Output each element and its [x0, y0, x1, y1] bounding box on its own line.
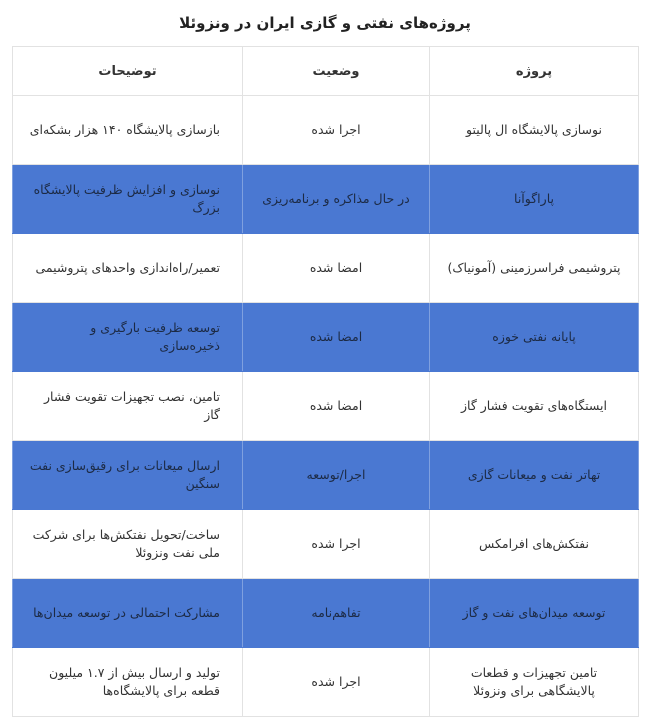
- header-row: [13, 47, 639, 96]
- cell-status: امضا شده: [243, 372, 430, 441]
- table-row: [13, 441, 639, 510]
- header-project: پروژه: [430, 47, 639, 96]
- cell-status: اجرا شده: [243, 96, 430, 165]
- cell-project: نفتکش‌های افرامکس: [430, 510, 639, 579]
- cell-project: پاراگوآنا: [430, 165, 639, 234]
- projects-table: [12, 46, 639, 717]
- cell-status: اجرا شده: [243, 648, 430, 717]
- table-row: [13, 165, 639, 234]
- cell-status: اجرا/توسعه: [243, 441, 430, 510]
- cell-description: توسعه ظرفیت بارگیری و ذخیره‌سازی: [13, 303, 243, 372]
- cell-status: امضا شده: [243, 303, 430, 372]
- cell-description: ارسال میعانات برای رقیق‌سازی نفت سنگین: [13, 441, 243, 510]
- cell-project: تهاتر نفت و میعانات گازی: [430, 441, 639, 510]
- cell-project: توسعه میدان‌های نفت و گاز: [430, 579, 639, 648]
- table-row: [13, 96, 639, 165]
- cell-project: نوسازی پالایشگاه ال پالیتو: [430, 96, 639, 165]
- table-row: [13, 579, 639, 648]
- header-description: توضیحات: [13, 47, 243, 96]
- cell-status: تفاهم‌نامه: [243, 579, 430, 648]
- table-title: پروژه‌های نفتی و گازی ایران در ونزوئلا: [179, 14, 471, 32]
- cell-description: بازسازی پالایشگاه ۱۴۰ هزار بشکه‌ای: [13, 96, 243, 165]
- table-row: [13, 303, 639, 372]
- cell-status: امضا شده: [243, 234, 430, 303]
- cell-description: ساخت/تحویل نفتکش‌ها برای شرکت ملی نفت ونزوئلا: [13, 510, 243, 579]
- cell-status: در حال مذاکره و برنامه‌ریزی: [243, 165, 430, 234]
- table-row: [13, 372, 639, 441]
- table-row: [13, 648, 639, 717]
- cell-status: اجرا شده: [243, 510, 430, 579]
- cell-project: ایستگاه‌های تقویت فشار گاز: [430, 372, 639, 441]
- table-row: [13, 510, 639, 579]
- cell-description: تامین، نصب تجهیزات تقویت فشار گاز: [13, 372, 243, 441]
- table-row: [13, 234, 639, 303]
- cell-project: پتروشیمی فراسرزمینی (آمونیاک): [430, 234, 639, 303]
- cell-description: تولید و ارسال بیش از ۱.۷ میلیون قطعه برای پالایشگاه‌ها: [13, 648, 243, 717]
- cell-description: مشارکت احتمالی در توسعه میدان‌ها: [13, 579, 243, 648]
- cell-project: پایانه نفتی خوزه: [430, 303, 639, 372]
- cell-project: تامین تجهیزات و قطعات پالایشگاهی برای ونزوئلا: [430, 648, 639, 717]
- cell-description: نوسازی و افزایش ظرفیت پالایشگاه بزرگ: [13, 165, 243, 234]
- header-status: وضعیت: [243, 47, 430, 96]
- cell-description: تعمیر/راه‌اندازی واحدهای پتروشیمی: [13, 234, 243, 303]
